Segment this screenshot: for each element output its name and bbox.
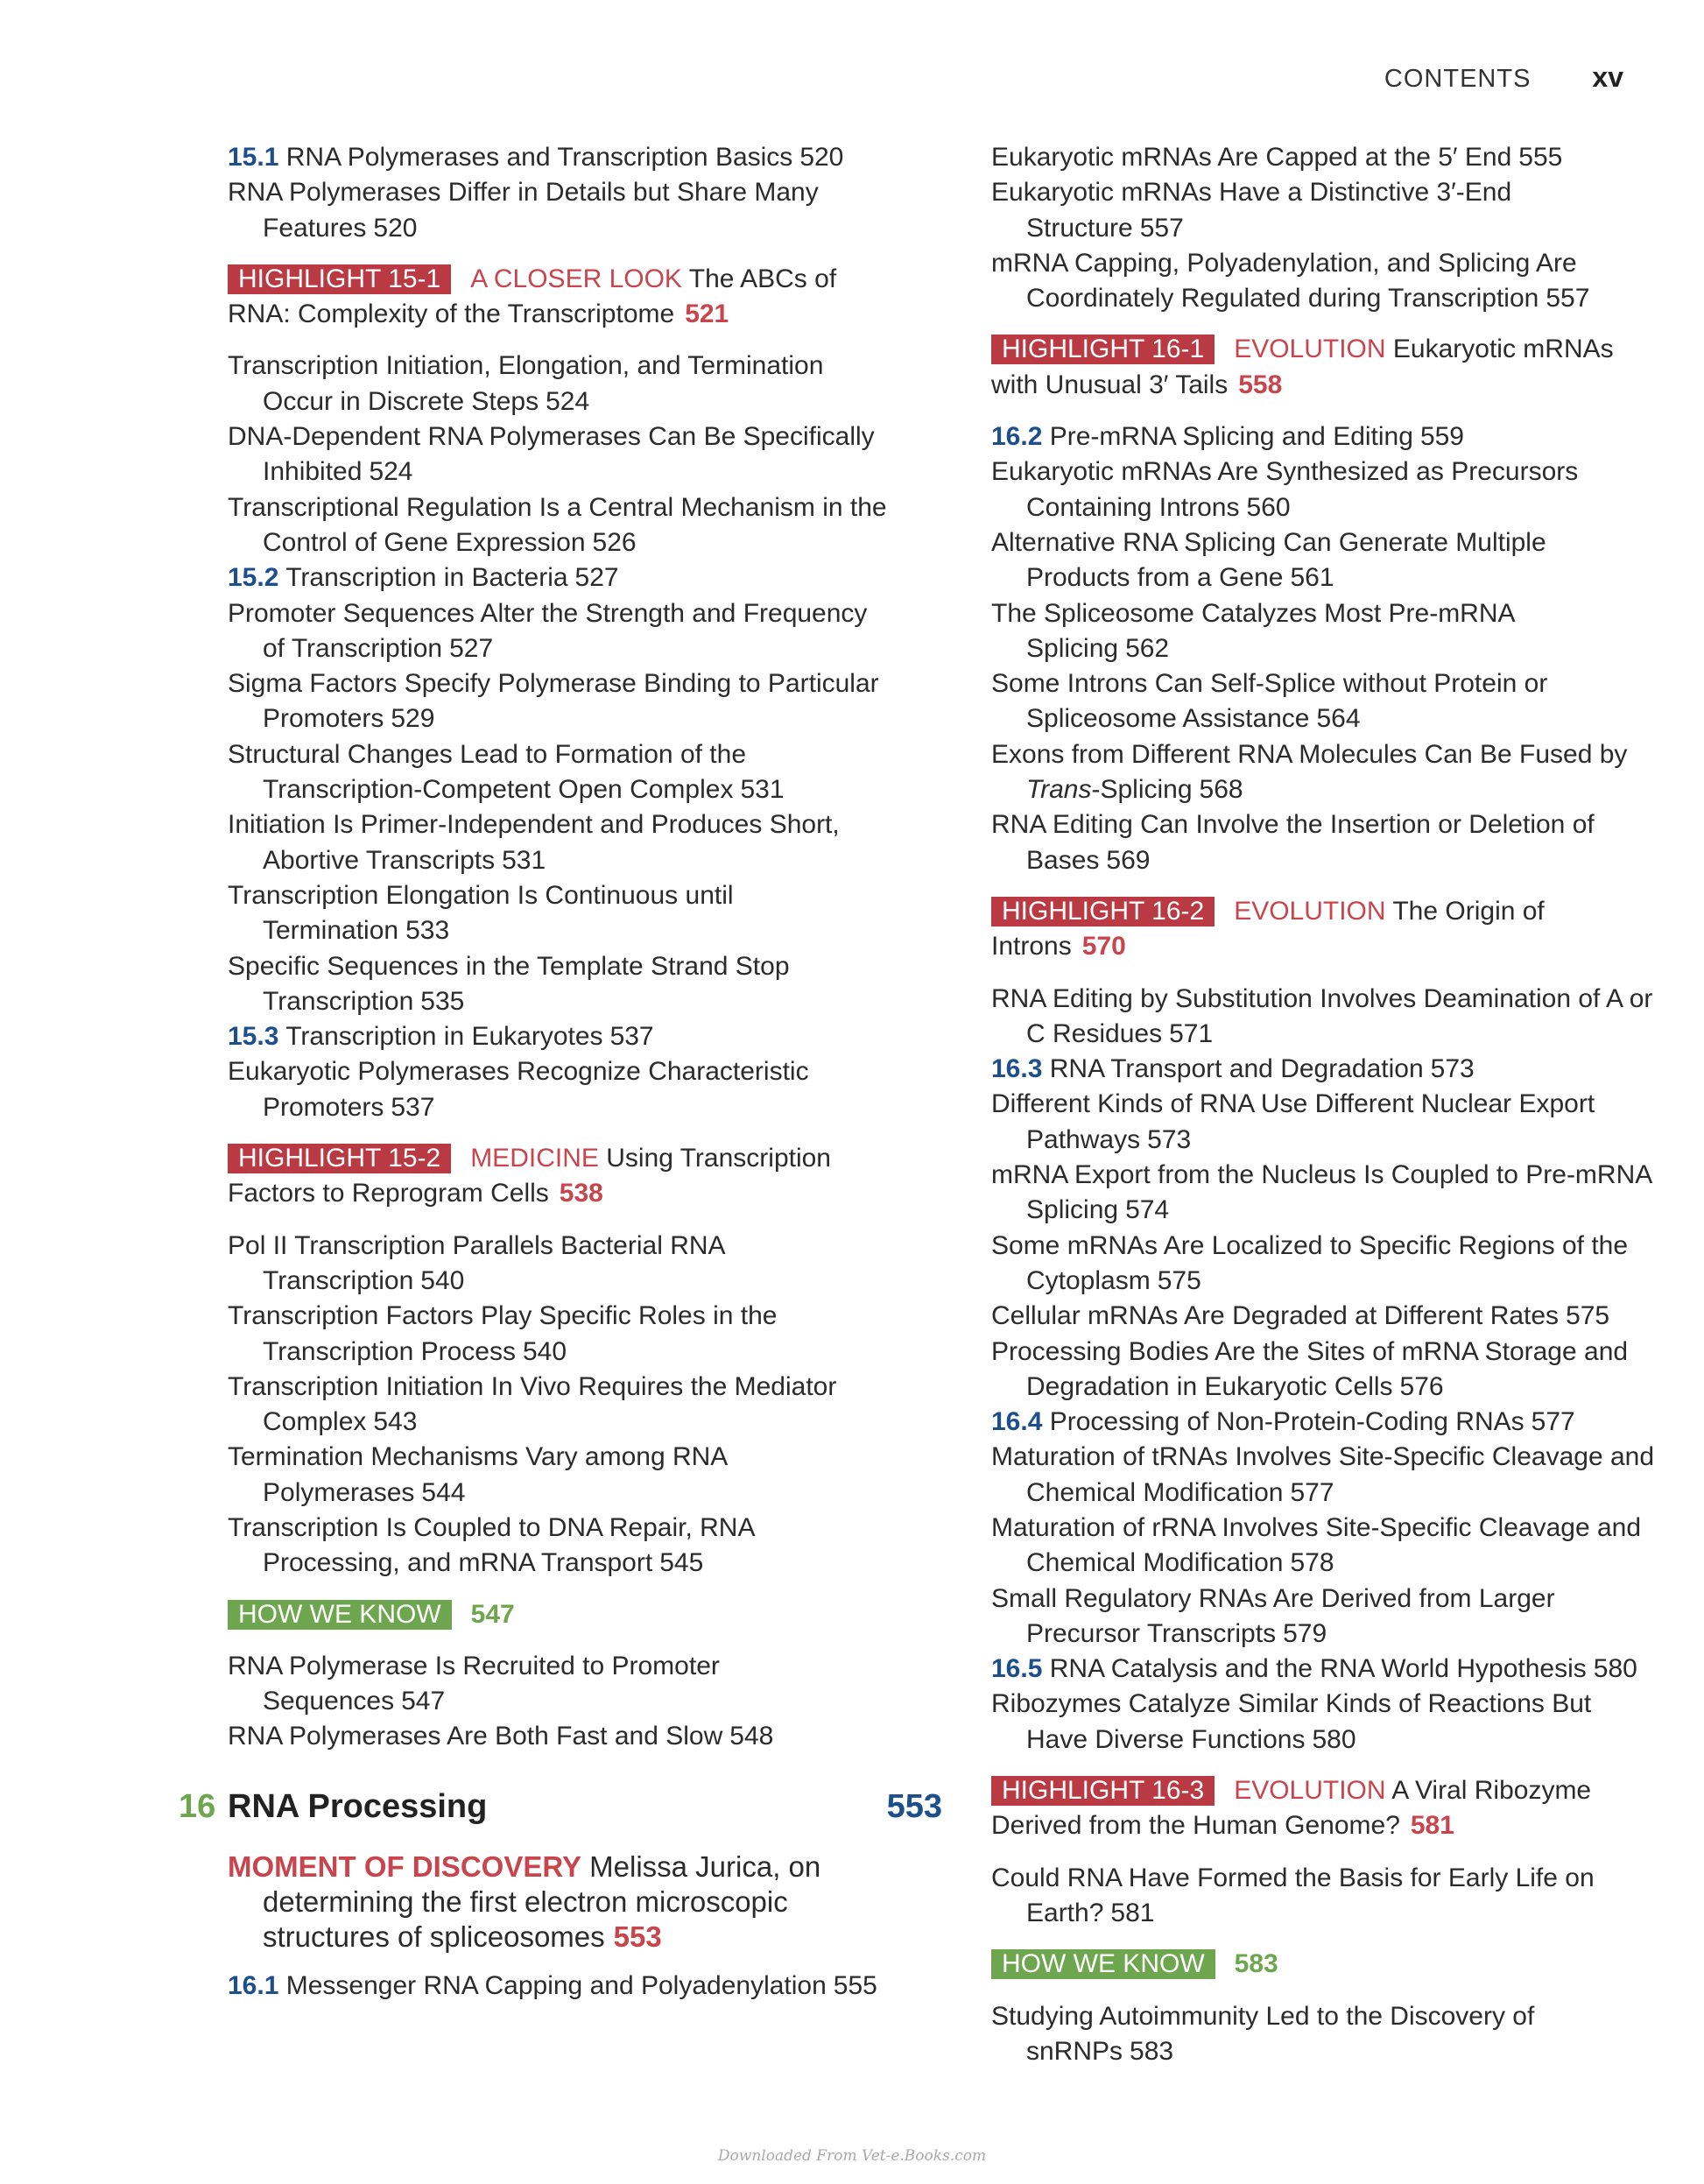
entry-page: 524 — [546, 386, 590, 416]
entry-title: RNA Polymerases Are Both Fast and Slow — [228, 1722, 723, 1751]
running-header — [1384, 61, 1623, 94]
entry-page: 545 — [659, 1548, 704, 1578]
chapter-heading[interactable] — [179, 1787, 942, 1832]
highlight-page: 521 — [685, 299, 729, 329]
entry-page: 580 — [1593, 1654, 1637, 1684]
entry-title: Eukaryotic Polymerases Recognize Characteristic Promoters — [228, 1057, 809, 1122]
toc-entry[interactable] — [228, 596, 893, 667]
toc-entry[interactable] — [991, 1687, 1657, 1758]
toc-entry[interactable] — [228, 490, 893, 561]
toc-entry[interactable] — [228, 1229, 893, 1300]
highlight-entry[interactable] — [991, 1773, 1657, 1844]
entry-page: 568 — [1199, 775, 1243, 805]
section-number: 16.5 — [991, 1654, 1043, 1684]
highlight-tag: HIGHLIGHT 16-3 — [991, 1776, 1215, 1806]
entry-title: Transcription Factors Play Specific Roles in the Transcription Process — [228, 1301, 778, 1366]
entry-page: 531 — [502, 845, 546, 875]
toc-entry[interactable] — [228, 1511, 893, 1582]
entry-page: 555 — [1518, 143, 1563, 172]
highlight-tag: HIGHLIGHT 15-1 — [228, 264, 451, 294]
entry-title: RNA Editing Can Involve the Insertion or Deletion of Bases — [991, 810, 1595, 875]
toc-section-entry[interactable] — [991, 1405, 1657, 1440]
section-number: 16.4 — [991, 1407, 1043, 1437]
toc-entry[interactable] — [991, 737, 1657, 808]
entry-page: 581 — [1110, 1898, 1155, 1927]
toc-entry[interactable] — [991, 454, 1657, 525]
highlight-title: A Viral Ribozyme Derived from the Human Genome? — [991, 1776, 1592, 1841]
chapter-title: RNA Processing — [228, 1787, 488, 1825]
chapter-page: 553 — [886, 1787, 942, 1825]
entry-title: RNA Catalysis and the RNA World Hypothesis — [1049, 1654, 1587, 1684]
highlight-page: 538 — [559, 1179, 603, 1208]
section-number: 15.1 — [228, 143, 279, 172]
page-number: xv — [1592, 61, 1623, 93]
entry-title: Promoter Sequences Alter the Strength and Frequency of Transcription — [228, 598, 868, 663]
highlight-title: Eukaryotic mRNAs with Unusual 3′ Tails — [991, 335, 1614, 399]
moment-title: Melissa Jurica, on determining the first electron microscopic structures of spliceosomes — [263, 1849, 821, 1953]
toc-entry[interactable] — [228, 1440, 893, 1511]
entry-title: RNA Polymerase Is Recruited to Promoter Sequences — [228, 1651, 720, 1716]
toc-entry[interactable] — [991, 1511, 1657, 1582]
entry-title: Pol II Transcription Parallels Bacterial RNA Transcription — [228, 1230, 724, 1295]
entry-page: 535 — [420, 986, 465, 1016]
entry-title: Different Kinds of RNA Use Different Nuclear Export Pathways — [991, 1089, 1595, 1154]
toc-section-entry[interactable] — [228, 1019, 893, 1054]
entry-page: 524 — [369, 457, 413, 487]
entry-page: 562 — [1125, 633, 1170, 663]
highlight-page: 558 — [1238, 370, 1283, 399]
toc-entry[interactable] — [991, 1335, 1657, 1406]
watermark: Downloaded From Vet-e.Books.com — [717, 2147, 987, 2165]
toc-entry[interactable] — [991, 807, 1657, 878]
entry-page: 548 — [729, 1722, 774, 1751]
highlight-entry[interactable] — [228, 262, 893, 333]
entry-page: 575 — [1566, 1301, 1610, 1331]
left-column — [179, 140, 942, 2004]
entry-title: Could RNA Have Formed the Basis for Early Life on Earth? — [991, 1863, 1595, 1927]
toc-entry[interactable] — [991, 1299, 1657, 1334]
entry-page: 578 — [1290, 1548, 1334, 1578]
entry-title: Some Introns Can Self-Splice without Protein or Spliceosome Assistance — [991, 669, 1548, 734]
highlight-title: Using Transcription Factors to Reprogram Cells — [228, 1144, 831, 1208]
entry-title: RNA Editing by Substitution Involves Deamination of A or C Residues — [991, 983, 1653, 1048]
toc-section-entry[interactable] — [991, 1052, 1657, 1087]
section-number: 16.2 — [991, 422, 1043, 452]
entry-page: 573 — [1147, 1124, 1192, 1154]
how-we-know-entry[interactable] — [228, 1597, 893, 1632]
highlight-entry[interactable] — [228, 1141, 893, 1212]
toc-entry[interactable] — [228, 1719, 893, 1754]
entry-page: 559 — [1419, 422, 1464, 452]
moment-label: MOMENT OF DISCOVERY — [228, 1849, 581, 1883]
header-title: CONTENTS — [1384, 65, 1531, 93]
entry-title: Transcription Is Coupled to DNA Repair, RNA Processing, and mRNA Transport — [228, 1512, 754, 1578]
highlight-category: EVOLUTION — [1234, 896, 1386, 926]
entry-title: Maturation of rRNA Involves Site-Specific Cleavage and Chemical Modification — [991, 1512, 1642, 1578]
entry-page: 533 — [405, 916, 450, 946]
entry-page: 579 — [1283, 1618, 1327, 1648]
toc-entry[interactable] — [228, 419, 893, 490]
toc-entry[interactable] — [991, 140, 1657, 175]
highlight-tag: HIGHLIGHT 16-2 — [991, 897, 1215, 926]
entry-title-part: -Splicing — [1091, 775, 1193, 805]
how-we-know-tag: HOW WE KNOW — [991, 1949, 1215, 1979]
entry-title: RNA Polymerases and Transcription Basics — [285, 143, 793, 172]
entry-page: 569 — [1106, 845, 1151, 875]
entry-page: 577 — [1531, 1407, 1575, 1437]
entry-title: Ribozymes Catalyze Similar Kinds of Reactions But Have Diverse Functions — [991, 1689, 1592, 1754]
toc-entry[interactable] — [991, 1440, 1657, 1511]
entry-page: 561 — [1290, 563, 1334, 593]
toc-entry[interactable] — [991, 175, 1657, 246]
entry-page: 583 — [1130, 2036, 1174, 2066]
entry-page: 537 — [609, 1022, 654, 1052]
toc-entry[interactable] — [991, 1582, 1657, 1652]
how-we-know-tag: HOW WE KNOW — [228, 1600, 452, 1630]
entry-page: 555 — [833, 1970, 877, 2000]
entry-title: Initiation Is Primer-Independent and Produces Short, Abortive Transcripts — [228, 810, 840, 875]
entry-page: 520 — [373, 213, 418, 243]
highlight-page: 581 — [1410, 1811, 1454, 1841]
entry-title: Eukaryotic mRNAs Are Synthesized as Precursors Containing Introns — [991, 457, 1579, 522]
highlight-page: 570 — [1081, 932, 1126, 962]
moment-of-discovery-entry[interactable] — [228, 1849, 893, 1955]
entry-page: 544 — [421, 1477, 466, 1507]
toc-entry[interactable] — [228, 1299, 893, 1370]
entry-title: Cellular mRNAs Are Degraded at Different Rates — [991, 1301, 1560, 1331]
entry-page: 540 — [522, 1336, 567, 1366]
toc-entry[interactable] — [228, 949, 893, 1020]
toc-entry[interactable] — [991, 596, 1657, 667]
toc-entry[interactable] — [991, 1861, 1657, 1932]
highlight-category: MEDICINE — [470, 1144, 599, 1173]
section-number: 16.1 — [228, 1970, 279, 2000]
entry-title: Small Regulatory RNAs Are Derived from Larger Precursor Transcripts — [991, 1583, 1555, 1648]
toc-entry[interactable] — [228, 807, 893, 878]
entry-title: Transcriptional Regulation Is a Central Mechanism in the Control of Gene Expression — [228, 492, 887, 557]
how-we-know-page: 547 — [470, 1599, 515, 1629]
highlight-tag: HIGHLIGHT 15-2 — [228, 1144, 451, 1173]
entry-page: 575 — [1157, 1265, 1201, 1295]
entry-title: Structural Changes Lead to Formation of the Transcription-Competent Open Complex — [228, 739, 747, 805]
highlight-category: A CLOSER LOOK — [470, 264, 682, 293]
entry-title: Processing Bodies Are the Sites of mRNA Storage and Degradation in Eukaryotic Cells — [991, 1336, 1629, 1401]
section-number: 15.2 — [228, 563, 279, 593]
entry-title: mRNA Capping, Polyadenylation, and Splicing Are Coordinately Regulated during Transcription — [991, 248, 1577, 314]
highlight-category: EVOLUTION — [1234, 1776, 1386, 1806]
entry-page: 529 — [391, 704, 435, 734]
entry-title: Termination Mechanisms Vary among RNA Polymerases — [228, 1442, 727, 1507]
entry-title: Transcription Initiation In Vivo Requires the Mediator Complex — [228, 1371, 837, 1437]
entry-page: 574 — [1125, 1195, 1170, 1225]
toc-entry[interactable] — [228, 349, 893, 419]
how-we-know-page: 583 — [1234, 1949, 1278, 1979]
entry-title: DNA-Dependent RNA Polymerases Can Be Specifically Inhibited — [228, 422, 875, 487]
moment-page: 553 — [613, 1920, 662, 1953]
toc-entry[interactable] — [228, 666, 893, 737]
entry-page: 576 — [1399, 1371, 1444, 1401]
entry-page: 580 — [1312, 1724, 1356, 1754]
entry-page: 564 — [1316, 704, 1361, 734]
section-number: 16.3 — [991, 1054, 1043, 1084]
entry-title: Processing of Non-Protein-Coding RNAs — [1049, 1407, 1524, 1437]
toc-entry[interactable] — [991, 1158, 1657, 1229]
toc-entry[interactable] — [991, 1229, 1657, 1300]
toc-entry[interactable] — [228, 878, 893, 949]
highlight-category: EVOLUTION — [1234, 335, 1386, 364]
entry-page: 540 — [420, 1265, 465, 1295]
entry-page: 531 — [740, 775, 785, 805]
entry-title: Maturation of tRNAs Involves Site-Specific Cleavage and Chemical Modification — [991, 1442, 1655, 1507]
chapter-number: 16 — [179, 1787, 216, 1825]
entry-title: Transcription Initiation, Elongation, and Termination Occur in Discrete Steps — [228, 351, 824, 416]
toc-entry[interactable] — [228, 175, 893, 246]
entry-page: 537 — [391, 1092, 435, 1122]
entry-title: mRNA Export from the Nucleus Is Coupled to Pre-mRNA Splicing — [991, 1160, 1651, 1225]
toc-entry[interactable] — [991, 1999, 1657, 2070]
right-column — [991, 140, 1657, 2069]
entry-page: 527 — [449, 633, 494, 663]
entry-page: 573 — [1430, 1054, 1475, 1084]
entry-page: 577 — [1290, 1477, 1334, 1507]
entry-title: Eukaryotic mRNAs Are Capped at the 5′ End — [991, 143, 1512, 172]
highlight-title: The Origin of Introns — [991, 896, 1545, 962]
entry-page: 560 — [1246, 492, 1291, 522]
entry-title: Alternative RNA Splicing Can Generate Multiple Products from a Gene — [991, 527, 1546, 593]
toc-entry[interactable] — [228, 1649, 893, 1720]
entry-title: RNA Polymerases Differ in Details but Share Many Features — [228, 178, 819, 243]
highlight-tag: HIGHLIGHT 16-1 — [991, 335, 1215, 364]
toc-entry[interactable] — [228, 1054, 893, 1125]
entry-title: Specific Sequences in the Template Strand Stop Transcription — [228, 951, 790, 1016]
toc-section-entry[interactable] — [991, 419, 1657, 454]
entry-title: Sigma Factors Specify Polymerase Binding to Particular Promoters — [228, 669, 879, 734]
entry-title: The Spliceosome Catalyzes Most Pre-mRNA Splicing — [991, 598, 1514, 663]
how-we-know-entry[interactable] — [991, 1947, 1657, 1982]
toc-entry[interactable] — [991, 1087, 1657, 1158]
entry-title: Transcription in Eukaryotes — [285, 1022, 603, 1052]
toc-entry[interactable] — [228, 737, 893, 808]
entry-page: 547 — [401, 1687, 446, 1716]
entry-title: RNA Transport and Degradation — [1049, 1054, 1424, 1084]
toc-entry[interactable] — [228, 1370, 893, 1441]
toc-section-entry[interactable] — [991, 1652, 1657, 1687]
section-number: 15.3 — [228, 1022, 279, 1052]
toc-entry[interactable] — [991, 982, 1657, 1053]
entry-page: 526 — [592, 527, 637, 557]
toc-entry[interactable] — [991, 525, 1657, 596]
entry-title: Messenger RNA Capping and Polyadenylation — [285, 1970, 827, 2000]
toc-section-entry[interactable] — [228, 1969, 893, 2004]
entry-page: 520 — [799, 143, 844, 172]
entry-title: Eukaryotic mRNAs Have a Distinctive 3′-End Structure — [991, 178, 1512, 243]
highlight-entry[interactable] — [991, 332, 1657, 403]
entry-title-part: Exons from Different RNA Molecules Can Be Fused by — [991, 739, 1628, 769]
entry-title-italic: Trans — [1026, 775, 1092, 805]
toc-section-entry[interactable] — [228, 140, 893, 175]
entry-title: Transcription in Bacteria — [285, 563, 568, 593]
entry-page: 543 — [373, 1407, 418, 1437]
entry-page: 527 — [574, 563, 619, 593]
entry-title: Studying Autoimmunity Led to the Discovery of snRNPs — [991, 2001, 1535, 2066]
toc-entry[interactable] — [991, 246, 1657, 317]
entry-page: 571 — [1169, 1018, 1214, 1048]
highlight-title: The ABCs of RNA: Complexity of the Transcriptome — [228, 264, 837, 329]
entry-title: Transcription Elongation Is Continuous until Termination — [228, 880, 734, 946]
highlight-entry[interactable] — [991, 894, 1657, 965]
toc-entry[interactable] — [991, 666, 1657, 737]
entry-title: Pre-mRNA Splicing and Editing — [1049, 422, 1413, 452]
entry-page: 557 — [1139, 213, 1184, 243]
entry-title: Some mRNAs Are Localized to Specific Regions of the Cytoplasm — [991, 1230, 1629, 1295]
entry-page: 557 — [1546, 284, 1590, 314]
toc-section-entry[interactable] — [228, 560, 893, 595]
